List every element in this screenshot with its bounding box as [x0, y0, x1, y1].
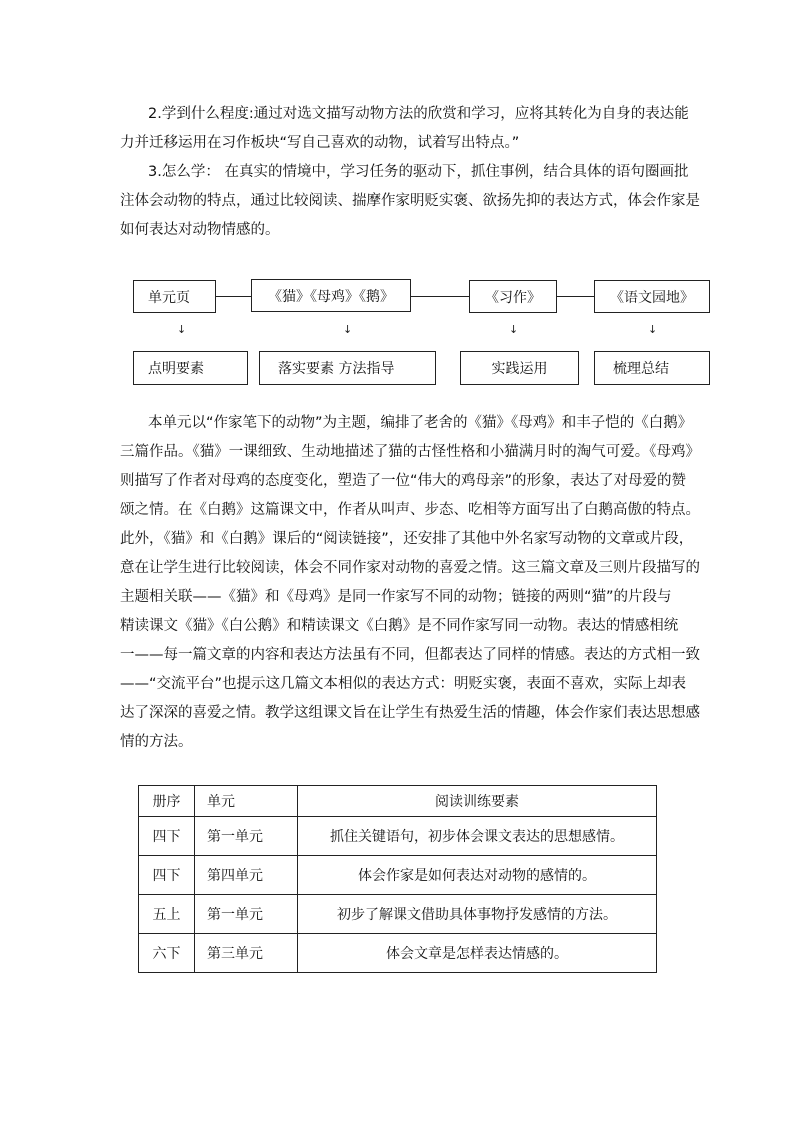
- cell-volume: 四下: [139, 817, 195, 856]
- intro-line: 注体会动物的特点，通过比较阅读、揣摩作家明贬实褒、欲扬先抑的表达方式，体会作家是: [120, 193, 700, 209]
- cell-unit: 第四单元: [195, 856, 298, 895]
- cell-unit: 第一单元: [195, 817, 298, 856]
- down-arrow-icon: ↓: [177, 323, 187, 336]
- body-line: 本单元以“作家笔下的动物”为主题，编排了老舍的《猫》《母鸡》和丰子恺的《白鹅》: [148, 415, 693, 431]
- diagram-box-point-out: 点明要素: [133, 351, 248, 385]
- header-cell-volume: 册序: [139, 786, 195, 817]
- intro-paragraph: [120, 100, 700, 245]
- cell-element: 体会文章是怎样表达情感的。: [298, 934, 657, 973]
- diagram-box-lessons: 《猫》《母鸡》《鹅》: [251, 279, 411, 312]
- cell-unit: 第一单元: [195, 895, 298, 934]
- body-line: 颂之情。在《白鹅》这篇课文中，作者从叫声、步态、吃相等方面写出了白鹅高傲的特点。: [120, 502, 700, 518]
- body-line: 情的方法。: [120, 734, 193, 750]
- down-arrow-icon: ↓: [648, 323, 658, 336]
- body-paragraph: [120, 409, 700, 757]
- diagram-box-unit-page: 单元页: [133, 280, 216, 313]
- down-arrow-icon: ↓: [509, 323, 519, 336]
- table-header-row: [139, 786, 657, 817]
- body-line: 此外，《猫》和《白鹅》课后的“阅读链接”，还安排了其他中外名家写动物的文章或片段，: [120, 531, 694, 547]
- body-line: 三篇作品。《猫》一课细致、生动地描述了猫的古怪性格和小猫满月时的淘气可爱。《母鸡》: [120, 444, 700, 460]
- connector-line: [557, 296, 594, 297]
- diagram-box-method: 落实要素 方法指导: [259, 351, 436, 385]
- body-line: ——“交流平台”也提示这几篇文本相似的表达方式：明贬实褒，表面不喜欢，实际上却表: [120, 676, 687, 692]
- cell-unit: 第三单元: [195, 934, 298, 973]
- intro-line: 如何表达对动物情感的。: [120, 222, 280, 238]
- connector-line: [411, 296, 469, 297]
- header-cell-element: 阅读训练要素: [298, 786, 657, 817]
- diagram-box-practice: 实践运用: [460, 351, 579, 385]
- intro-line: 2.学到什么程度:通过对选文描写动物方法的欣赏和学习，应将其转化为自身的表达能: [148, 106, 689, 122]
- body-line: 主题相关联——《猫》和《母鸡》是同一作家写不同的动物；链接的两则“猫”的片段与: [120, 589, 672, 605]
- header-cell-unit: 单元: [195, 786, 298, 817]
- connector-line: [216, 296, 251, 297]
- table-row: [139, 817, 657, 856]
- intro-line: 3.怎么学： 在真实的情境中，学习任务的驱动下，抓住事例，结合具体的语句圈画批: [148, 164, 689, 180]
- diagram-box-writing: 《习作》: [469, 280, 557, 313]
- body-line: 意在让学生进行比较阅读，体会不同作家对动物的喜爱之情。这三篇文章及三则片段描写的: [120, 560, 700, 576]
- reading-requirements-table: [138, 785, 657, 973]
- cell-volume: 四下: [139, 856, 195, 895]
- body-line: 精读课文《猫》《白公鹅》和精读课文《白鹅》是不同作家写同一动物。表达的情感相统: [120, 618, 679, 634]
- diagram-box-summary: 梳理总结: [594, 351, 710, 385]
- table-row: [139, 895, 657, 934]
- body-line: 达了深深的喜爱之情。教学这组课文旨在让学生有热爱生活的情趣，体会作家们表达思想感: [120, 705, 700, 721]
- body-line: 则描写了作者对母鸡的态度变化，塑造了一位“伟大的鸡母亲”的形象，表达了对母爱的赞: [120, 473, 687, 489]
- body-line: 一——每一篇文章的内容和表达方法虽有不同，但都表达了同样的情感。表达的方式相一致: [120, 647, 700, 663]
- cell-element: 抓住关键语句，初步体会课文表达的思想感情。: [298, 817, 657, 856]
- down-arrow-icon: ↓: [343, 323, 353, 336]
- cell-element: 初步了解课文借助具体事物抒发感情的方法。: [298, 895, 657, 934]
- table-row: [139, 856, 657, 895]
- diagram-box-garden: 《语文园地》: [594, 280, 710, 313]
- cell-volume: 六下: [139, 934, 195, 973]
- table-row: [139, 934, 657, 973]
- cell-volume: 五上: [139, 895, 195, 934]
- intro-line: 力并迁移运用在习作板块“写自己喜欢的动物，试着写出特点。”: [120, 135, 520, 151]
- cell-element: 体会作家是如何表达对动物的感情的。: [298, 856, 657, 895]
